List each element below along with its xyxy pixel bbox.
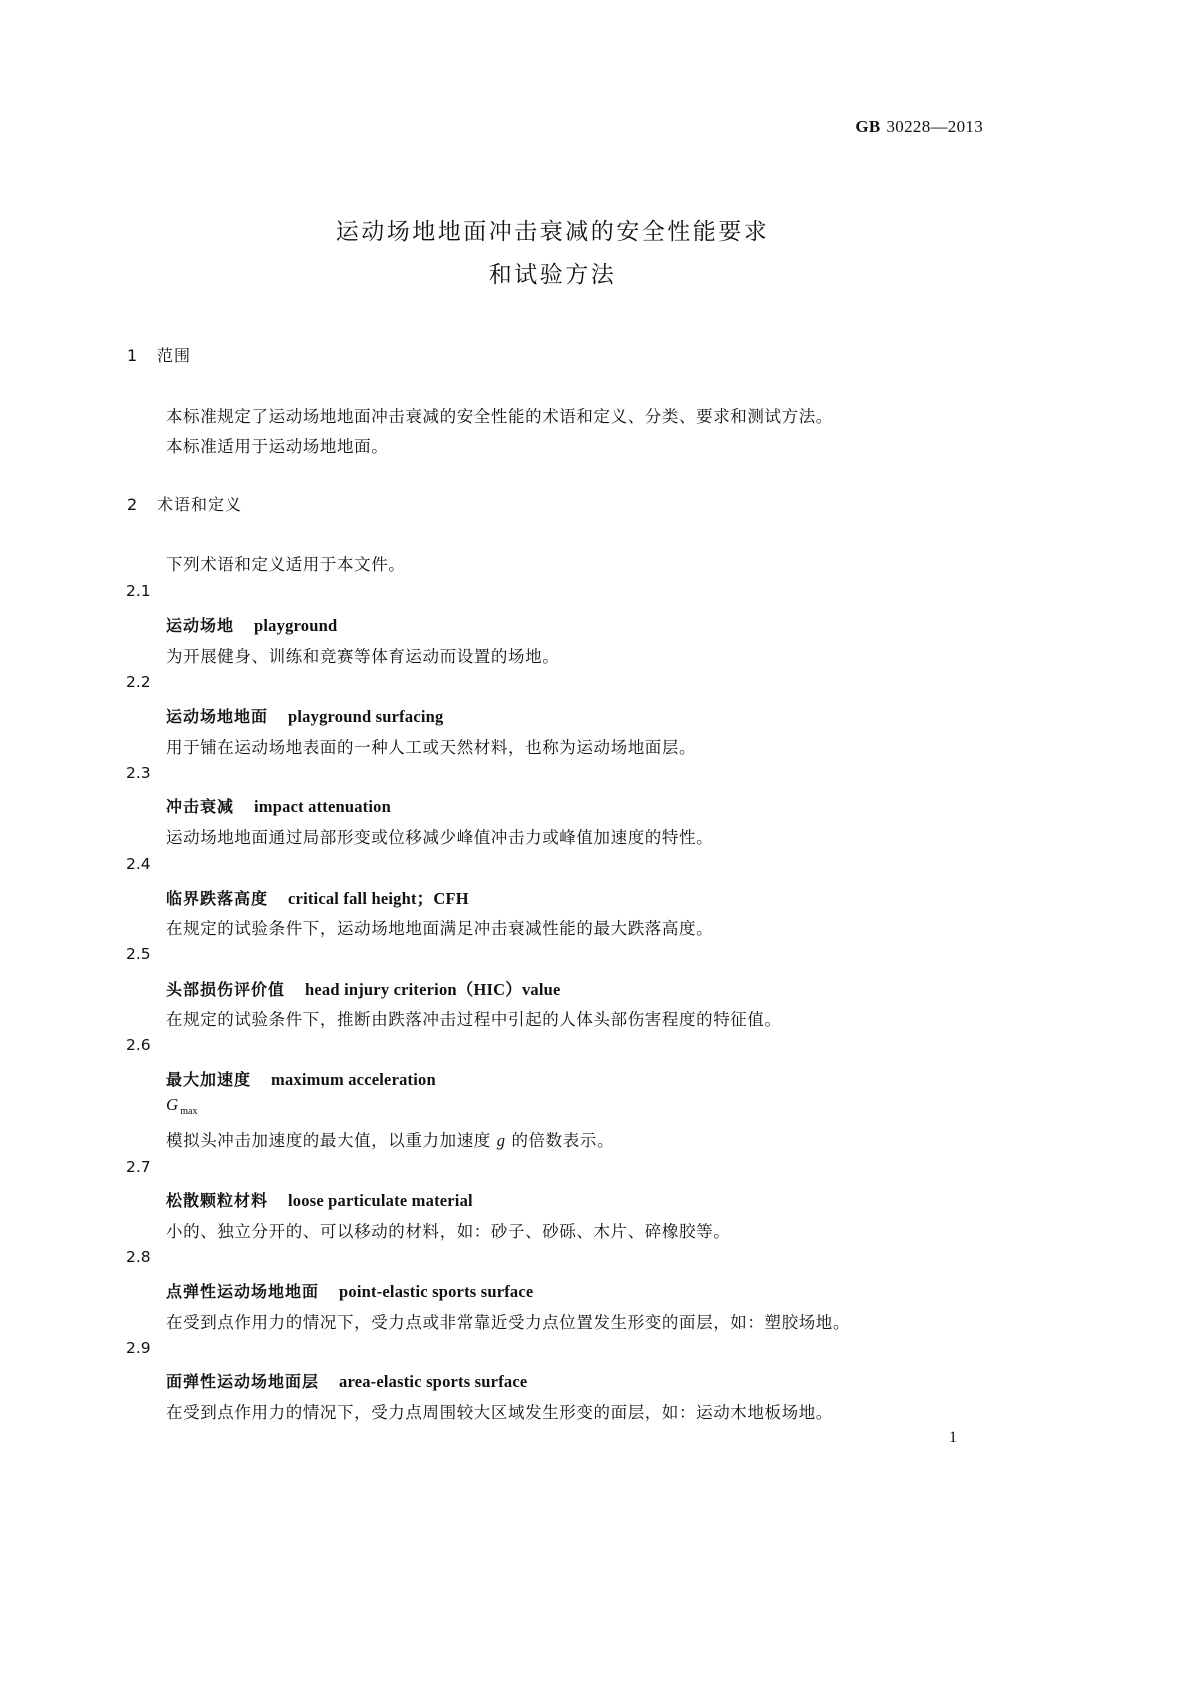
gravity-variable: g bbox=[496, 1131, 506, 1150]
term-zh: 运动场地地面 bbox=[166, 707, 269, 726]
definition-text-after: 的倍数表示。 bbox=[505, 1131, 615, 1150]
term-zh: 运动场地 bbox=[166, 616, 235, 635]
term-en: playground surfacing bbox=[288, 707, 444, 726]
symbol-subscript: max bbox=[180, 1106, 198, 1117]
term-definition: 在受到点作用力的情况下，受力点或非常靠近受力点位置发生形变的面层，如：塑胶场地。 bbox=[166, 1313, 850, 1332]
term-zh: 最大加速度 bbox=[166, 1070, 252, 1089]
term-heading bbox=[166, 1188, 473, 1211]
section-heading-terms bbox=[127, 492, 242, 515]
term-definition: 在规定的试验条件下，运动场地地面满足冲击衰减性能的最大跌落高度。 bbox=[166, 919, 714, 938]
term-en: playground bbox=[254, 616, 338, 635]
term-number: 2.1 bbox=[126, 582, 151, 600]
term-definition: 小的、独立分开的、可以移动的材料，如：砂子、砂砾、木片、碎橡胶等。 bbox=[166, 1222, 731, 1241]
term-zh: 面弹性运动场地面层 bbox=[166, 1372, 320, 1391]
term-number: 2.9 bbox=[126, 1339, 151, 1357]
term-en: maximum acceleration bbox=[271, 1070, 436, 1089]
section-title: 范围 bbox=[157, 346, 192, 365]
terms-intro: 下列术语和定义适用于本文件。 bbox=[166, 555, 406, 574]
term-heading bbox=[166, 704, 443, 727]
term-definition: 在规定的试验条件下，推断由跌落冲击过程中引起的人体头部伤害程度的特征值。 bbox=[166, 1010, 782, 1029]
scope-paragraph-1: 本标准规定了运动场地地面冲击衰减的安全性能的术语和定义、分类、要求和测试方法。 bbox=[166, 407, 833, 426]
term-zh: 头部损伤评价值 bbox=[166, 980, 286, 999]
section-number: 2 bbox=[127, 495, 139, 514]
document-title-line1: 运动场地地面冲击衰减的安全性能要求 bbox=[335, 219, 770, 245]
page-number: 1 bbox=[949, 1429, 957, 1446]
term-heading bbox=[166, 1279, 533, 1302]
term-definition: 为开展健身、训练和竞赛等体育运动而设置的场地。 bbox=[166, 647, 560, 666]
term-heading bbox=[166, 613, 337, 636]
term-en: loose particulate material bbox=[288, 1191, 473, 1210]
term-symbol bbox=[166, 1095, 198, 1117]
term-definition: 在受到点作用力的情况下，受力点周围较大区域发生形变的面层，如：运动木地板场地。 bbox=[166, 1403, 833, 1422]
term-heading bbox=[166, 885, 469, 909]
section-heading-scope bbox=[127, 343, 191, 366]
term-en: point-elastic sports surface bbox=[339, 1282, 534, 1301]
term-definition: 运动场地地面通过局部形变或位移减少峰值冲击力或峰值加速度的特性。 bbox=[166, 828, 714, 847]
term-definition bbox=[166, 1127, 614, 1151]
document-title-line2: 和试验方法 bbox=[488, 262, 617, 288]
term-number: 2.2 bbox=[126, 673, 151, 691]
section-title: 术语和定义 bbox=[157, 495, 243, 514]
term-heading bbox=[166, 1369, 527, 1392]
term-number: 2.6 bbox=[126, 1036, 151, 1054]
term-en: head injury criterion（HIC）value bbox=[305, 980, 561, 999]
term-heading bbox=[166, 1067, 436, 1090]
term-number: 2.8 bbox=[126, 1248, 151, 1266]
term-number: 2.7 bbox=[126, 1158, 151, 1176]
term-number: 2.5 bbox=[126, 945, 151, 963]
term-number: 2.3 bbox=[126, 764, 151, 782]
term-zh: 点弹性运动场地地面 bbox=[166, 1282, 320, 1301]
definition-text-before: 模拟头冲击加速度的最大值，以重力加速度 bbox=[166, 1131, 497, 1150]
term-en: critical fall height；CFH bbox=[288, 889, 469, 908]
term-zh: 松散颗粒材料 bbox=[166, 1191, 269, 1210]
term-definition: 用于铺在运动场地表面的一种人工或天然材料，也称为运动场地面层。 bbox=[166, 738, 697, 757]
term-zh: 冲击衰减 bbox=[166, 797, 235, 816]
term-heading bbox=[166, 976, 561, 1000]
scope-paragraph-2: 本标准适用于运动场地地面。 bbox=[166, 437, 389, 456]
term-heading bbox=[166, 794, 391, 817]
term-zh: 临界跌落高度 bbox=[166, 889, 269, 908]
symbol-main: G bbox=[166, 1095, 179, 1114]
term-number: 2.4 bbox=[126, 855, 151, 873]
standard-number: 30228—2013 bbox=[886, 117, 983, 136]
standard-code bbox=[855, 117, 983, 137]
term-en: impact attenuation bbox=[254, 797, 391, 816]
section-number: 1 bbox=[127, 346, 139, 365]
term-en: area-elastic sports surface bbox=[339, 1372, 528, 1391]
standard-prefix: GB bbox=[855, 117, 881, 136]
